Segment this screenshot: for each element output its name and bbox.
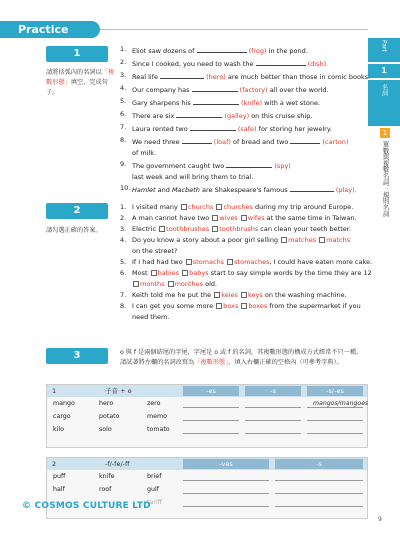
noun: half	[53, 486, 65, 493]
answer-blank[interactable]	[256, 57, 306, 66]
answer-line[interactable]	[245, 433, 301, 434]
col-header: -s/-es	[307, 386, 363, 396]
page-number: 9	[378, 516, 382, 523]
noun: brief	[147, 473, 162, 480]
question-2-3: 3. Electric toothbrushes toothbrushs can clean your teeth better.	[120, 225, 351, 233]
table-row	[47, 410, 367, 423]
answer-blank[interactable]	[226, 159, 272, 168]
section-1-instruction: 請將括弧內的名詞以「複數形態」填空，完成句子。	[46, 69, 115, 96]
table-row	[47, 397, 367, 410]
checkbox[interactable]	[212, 226, 218, 232]
checkbox[interactable]	[241, 292, 247, 298]
noun: mango	[53, 400, 75, 407]
side-part-number: 1	[368, 64, 400, 78]
col-header: -s	[275, 459, 363, 469]
chapter-number-badge: 1	[380, 128, 390, 138]
chapter-title: 單數與複數名詞：規則名詞	[381, 141, 389, 217]
checkbox[interactable]	[186, 259, 192, 265]
answer-line[interactable]	[183, 420, 239, 421]
answer-line[interactable]	[307, 433, 363, 434]
checkbox[interactable]	[241, 215, 247, 221]
table-index: 1	[52, 387, 57, 395]
answer-line[interactable]	[183, 480, 269, 481]
question-2-6-cont: months monthes old.	[120, 279, 368, 290]
question-1-5: 5. Gary sharpens his (knife) with a wet stone.	[120, 97, 321, 107]
answer-line[interactable]	[275, 480, 363, 481]
checkbox[interactable]	[168, 281, 174, 287]
noun: tariff	[147, 499, 163, 506]
table-title: -f/-fe/-ff	[105, 460, 130, 468]
table-2-header	[47, 458, 367, 470]
noun: solo	[99, 426, 112, 433]
answer-line[interactable]	[275, 493, 363, 494]
noun: zero	[147, 400, 161, 407]
noun: knife	[99, 473, 115, 480]
question-2-5: 5. If I had had two stomachs stomaches, I could have eaten more cake.	[120, 258, 373, 266]
question-1-4: 4. Our company has (factory) all over the world.	[120, 84, 329, 94]
noun: gulf	[147, 486, 159, 493]
section-3-instruction: o 與 f 是兩個結尾的字尾，字尾是 o 或 f 的名詞，其複數形態的構成方式經常不只一種。請試著將左欄的名詞改寫為「複數形態」，填入右欄正確的空格內（可參考字典）。	[120, 349, 363, 366]
checkbox[interactable]	[216, 204, 222, 210]
question-2-6: 6. Most babies babys start to say simple words by the time they are 12	[120, 269, 372, 277]
question-1-8-cont: of milk.	[132, 149, 157, 157]
question-2-8: 8. I can get you some more boxs boxes from the supermarket if you need them.	[120, 302, 361, 321]
question-1-8: 8. We need three (loaf) of bread and two (carton)	[120, 136, 349, 146]
copyright-watermark: © COSMOS CULTURE LTD	[22, 501, 151, 511]
answer-line[interactable]	[183, 407, 239, 408]
question-1-1: 1. Eliot saw dozens of (frog) in the pond.	[120, 45, 308, 55]
checkbox[interactable]	[181, 204, 187, 210]
checkbox[interactable]	[182, 270, 188, 276]
col-header: -es	[183, 386, 239, 396]
section-2-badge: 2	[46, 203, 108, 219]
checkbox[interactable]	[216, 303, 222, 309]
answer-line[interactable]	[183, 493, 269, 494]
checkbox[interactable]	[241, 303, 247, 309]
question-2-2: 2. A man cannot have two wives wifes at the same time in Taiwan.	[120, 214, 357, 222]
header-rule	[100, 29, 368, 30]
question-2-7: 7. Keith told me he put the keies keys on the washing machine.	[120, 291, 347, 299]
side-category-tab: 名詞	[368, 80, 400, 126]
col-header: -ves	[183, 459, 269, 469]
noun: roof	[99, 486, 112, 493]
answer-blank[interactable]	[290, 135, 320, 144]
checkbox[interactable]	[214, 292, 220, 298]
noun: memo	[147, 413, 167, 420]
noun: tomato	[147, 426, 170, 433]
question-1-6: 6. There are six (galley) on this cruise ship.	[120, 110, 313, 120]
plural-table-1	[46, 384, 368, 448]
section-3-badge: 3	[46, 348, 108, 364]
section-2-instruction: 請勾選正確的答案。	[46, 227, 102, 234]
answer-blank[interactable]	[182, 135, 212, 144]
noun: cargo	[53, 413, 71, 420]
table-row	[47, 470, 367, 483]
section-1-badge: 1	[46, 46, 108, 62]
answer-blank[interactable]	[290, 183, 334, 192]
question-1-10: 10. Hamlet and Macbeth are Shakespeare's famous (play).	[120, 184, 357, 194]
practice-banner: Practice	[0, 21, 100, 38]
table-row	[47, 483, 367, 496]
table-title: 子音 + o	[105, 387, 132, 395]
noun: hero	[99, 400, 114, 407]
answer-line[interactable]	[275, 506, 363, 507]
side-chapter	[371, 128, 399, 258]
question-2-4: 4. Do you know a story about a poor girl selling matches matchs	[120, 236, 351, 244]
section-2-questions	[120, 202, 373, 323]
answer-blank[interactable]	[197, 44, 247, 53]
checkbox[interactable]	[133, 281, 139, 287]
checkbox[interactable]	[319, 237, 325, 243]
question-1-3: 3. Real life (hero) are much better than those in comic books.	[120, 71, 371, 81]
checkbox[interactable]	[281, 237, 287, 243]
answer-line[interactable]	[245, 407, 301, 408]
question-1-7: 7. Laura rented two (safe) for storing her jewelry.	[120, 123, 332, 133]
question-1-9: 9. The government caught two (spy)	[120, 160, 291, 170]
side-part-tab: Part	[368, 38, 400, 62]
section-1-questions	[120, 44, 371, 196]
answer-line[interactable]	[183, 506, 269, 507]
table-1-header	[47, 385, 367, 397]
answer-blank[interactable]	[193, 96, 239, 105]
question-2-1: 1. I visited many churchs churches during my trip around Europe.	[120, 203, 354, 211]
checkbox[interactable]	[151, 270, 157, 276]
question-2-4-cont: on the street?	[132, 247, 178, 255]
answer-line[interactable]	[307, 420, 363, 421]
answer-line[interactable]	[183, 433, 239, 434]
noun: puff	[53, 473, 66, 480]
col-header: -s	[245, 386, 301, 396]
answer-blank[interactable]	[176, 109, 222, 118]
example-answer: mangos/mangoes	[313, 400, 369, 407]
table-row	[47, 423, 367, 436]
checkbox[interactable]	[159, 226, 165, 232]
answer-blank[interactable]	[192, 83, 238, 92]
answer-line[interactable]	[245, 420, 301, 421]
answer-blank[interactable]	[190, 122, 236, 131]
noun: potato	[99, 413, 120, 420]
answer-blank[interactable]	[160, 70, 204, 79]
checkbox[interactable]	[212, 215, 218, 221]
question-1-9-cont: last week and will bring them to trial.	[132, 173, 254, 181]
question-1-2: 2. Since I cooked, you need to wash the (dish).	[120, 58, 329, 68]
table-index: 2	[52, 460, 57, 468]
checkbox[interactable]	[227, 259, 233, 265]
noun: kilo	[53, 426, 64, 433]
